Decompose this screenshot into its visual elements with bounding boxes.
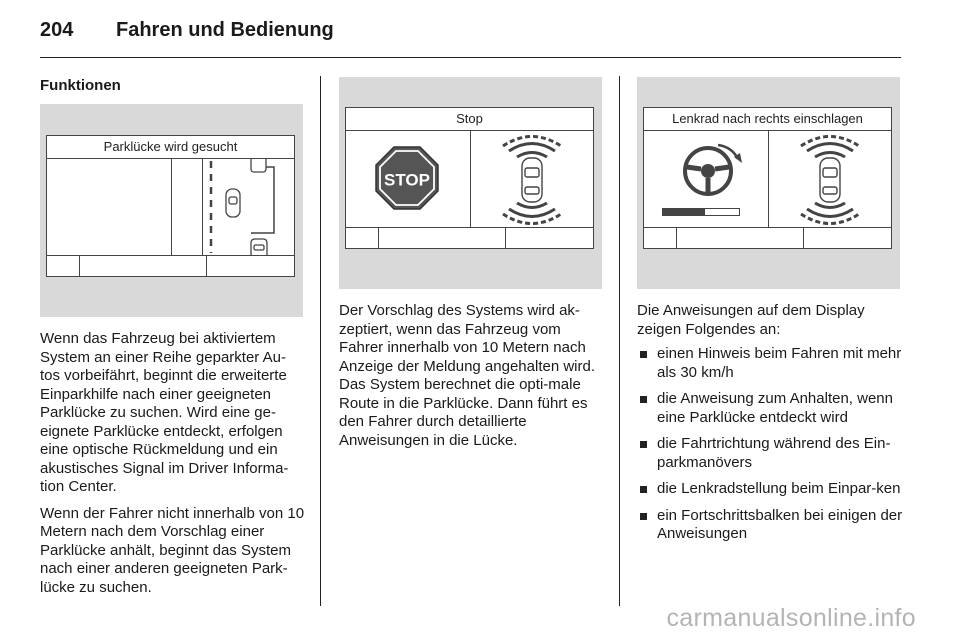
column-divider-1	[320, 76, 321, 606]
instruction-list	[637, 345, 903, 552]
screen-bottom-bar	[644, 227, 891, 248]
parking-lot-graphic	[203, 159, 294, 255]
sensor-arc-rear-1	[815, 203, 845, 208]
figure-stop	[339, 77, 602, 289]
parking-space-outline	[251, 167, 274, 233]
screen-left-panel	[346, 131, 471, 227]
screen-title: Stop	[346, 108, 593, 131]
screen-bottom-bar	[346, 227, 593, 248]
figure-parking-search	[40, 104, 303, 317]
steering-wheel-icon	[678, 139, 748, 199]
display-screen	[643, 107, 892, 249]
screen-left-panel	[47, 159, 172, 255]
car-icon	[226, 189, 240, 217]
parking-sensor-graphic	[769, 131, 891, 227]
screen-title: Parklücke wird gesucht	[47, 136, 294, 159]
car-top-view-icon	[820, 158, 840, 202]
column1-paragraph: Wenn das Fahrzeug bei aktiviertem System an einer Reihe geparkter Au-tos vorbeifährt, beginnt die erweiterte Einparkhilfe nach einer geeigneten Parklücke zu suchen. Wird eine ge-eignete Parklücke entdeckt, erfolgen eine optische Rückmeldung und ein akustisches Signal im Driver Informa-tion Center.	[40, 330, 289, 495]
list-item: die Lenkradstellung beim Einpar-ken	[637, 480, 903, 499]
column3-intro: Die Anweisungen auf dem Display zeigen Folgendes an:	[637, 302, 865, 338]
list-item: die Anweisung zum Anhalten, wenn eine Parklücke entdeckt wird	[637, 390, 903, 427]
sensor-arc-rear-1	[517, 203, 547, 208]
parked-car-bottom-icon	[251, 239, 267, 255]
figure-steering	[637, 77, 900, 289]
display-screen	[345, 107, 594, 249]
parking-sensor-graphic	[471, 131, 593, 227]
stop-sign-text: STOP	[384, 170, 430, 190]
chapter-title: Fahren und Bedienung	[116, 19, 334, 41]
screen-left-panel	[644, 131, 769, 227]
sensor-arc-front-2	[807, 144, 853, 152]
parked-car-top-icon	[251, 159, 266, 172]
sensor-arc-front-2	[509, 144, 555, 152]
list-item: die Fahrtrichtung während des Ein-parkmanövers	[637, 435, 903, 472]
car-top-view-icon	[522, 158, 542, 202]
progress-bar-fill	[663, 209, 705, 215]
sensor-arc-front-1	[815, 153, 845, 158]
header-rule	[40, 57, 901, 58]
progress-bar	[662, 208, 740, 216]
list-item: ein Fortschrittsbalken bei einigen der Anweisungen	[637, 507, 903, 544]
stop-sign-icon	[374, 145, 440, 211]
sensor-arc-rear-2	[807, 209, 853, 217]
screen-title: Lenkrad nach rechts einschlagen	[644, 108, 891, 131]
page-number: 204	[40, 19, 74, 41]
column1-paragraph: Wenn der Fahrer nicht innerhalb von 10 Metern nach dem Vorschlag einer Parklücke anhält, beginnt das System nach einer anderen geeigneten Park-lücke zu suchen.	[40, 504, 305, 596]
screen-mid-panel	[172, 159, 203, 255]
watermark: carmanualsonline.info	[666, 604, 916, 632]
display-screen	[46, 135, 295, 277]
column1-text	[40, 330, 305, 597]
column2-paragraph: Der Vorschlag des Systems wird ak-zeptiert, wenn das Fahrzeug vom Fahrer innerhalb von 10 Metern nach Anzeige der Meldung angehalten wird. Das System berechnet die opti-male Route in die Parklücke. Dann führt es den Fahrer durch detaillierte Anweisungen in die Lücke.	[339, 302, 596, 449]
section-title: Funktionen	[40, 77, 121, 94]
list-item: einen Hinweis beim Fahren mit mehr als 30 km/h	[637, 345, 903, 382]
sensor-arc-rear-2	[509, 209, 555, 217]
screen-bottom-bar	[47, 255, 294, 276]
column2-text	[339, 302, 604, 450]
column-divider-2	[619, 76, 620, 606]
sensor-arc-front-1	[517, 153, 547, 158]
